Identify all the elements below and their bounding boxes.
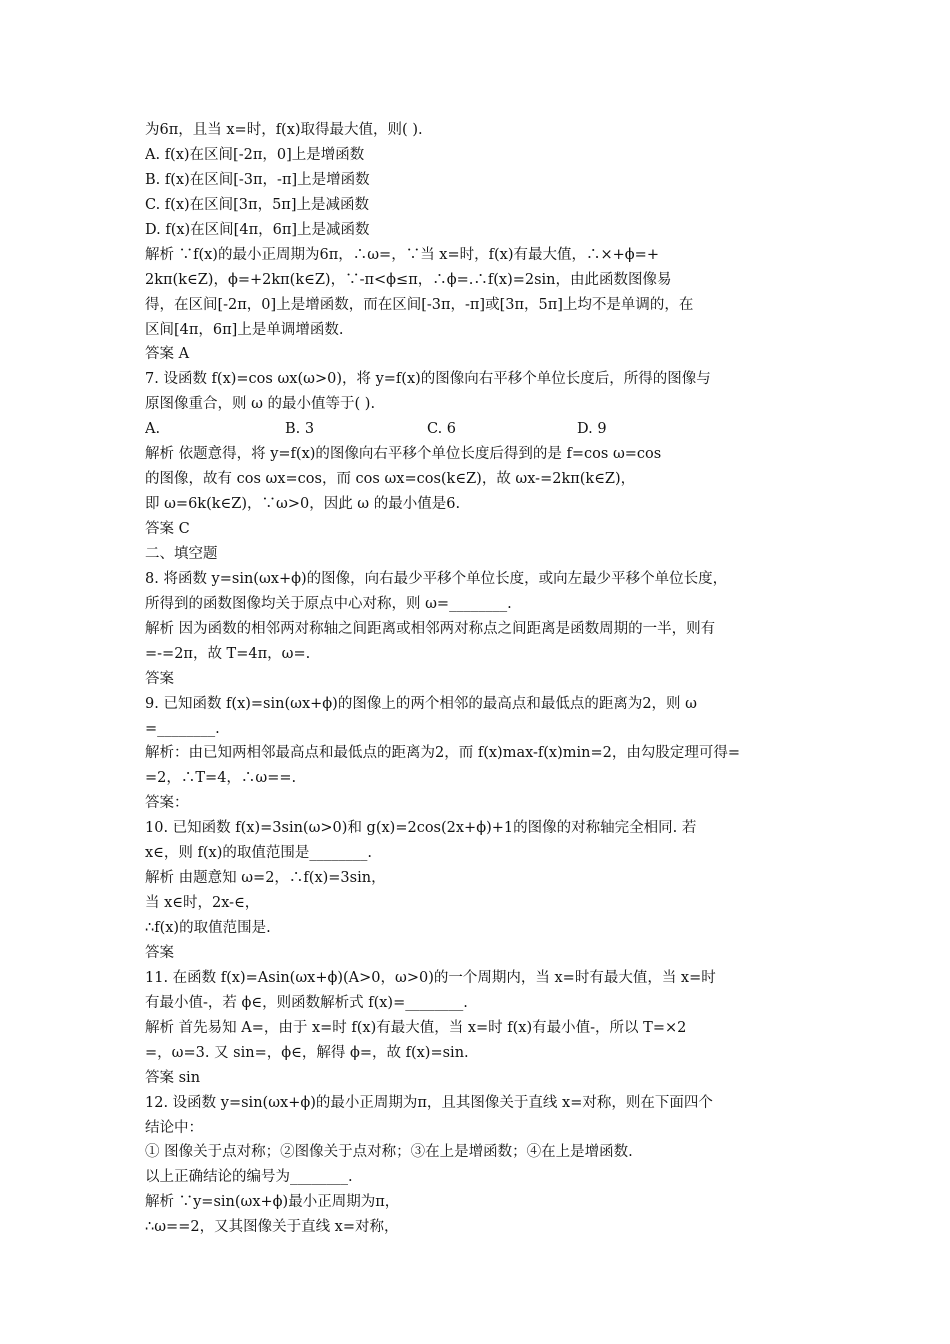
q7-option-c: C. 6 [427,421,457,438]
question-line: 10. 已知函数 f(x)=3sin(ω>0)和 g(x)=2cos(2x+ϕ)+1的图像的对称轴完全相同. 若 [145,820,697,837]
analysis-line: 解析 由题意知 ω=2，∴f(x)=3sin， [145,870,386,887]
analysis-line: 当 x∈时，2x-∈， [145,895,260,912]
analysis-line: 解析 因为函数的相邻两对称轴之间距离或相邻两对称点之间距离是函数周期的一半，则有 [145,620,716,637]
analysis-line: 解析 ∵f(x)的最小正周期为6π，∴ω=，∵当 x=时，f(x)有最大值，∴×+ϕ=+ [145,246,659,263]
analysis-line: 得，在区间[-2π，0]上是增函数，而在区间[-3π，-π]或[3π，5π]上均不是单调的，在 [145,296,694,313]
question-line: 所得到的函数图像均关于原点中心对称，则 ω=________. [145,595,512,612]
option-line: A. f(x)在区间[-2π，0]上是增函数 [145,146,365,163]
q7-option-b: B. 3 [285,421,315,438]
analysis-line: 即 ω=6k(k∈Z)，∵ω>0，因此 ω 的最小值是6. [145,496,461,513]
option-line: D. f(x)在区间[4π，6π]上是减函数 [145,221,370,238]
analysis-line: 解析 ∵y=sin(ωx+ϕ)最小正周期为π， [145,1194,400,1211]
question-line: 8. 将函数 y=sin(ωx+ϕ)的图像，向右最少平移个单位长度，或向左最少平移个单位长度， [145,570,728,587]
question-line: ① 图像关于点对称；②图像关于点对称；③在上是增函数；④在上是增函数. [145,1144,633,1161]
question-line: 有最小值-，若 ϕ∈，则函数解析式 f(x)=________. [145,994,468,1011]
analysis-line: =2，∴T=4，∴ω==. [145,770,297,787]
answer-line: 答案 [145,944,174,961]
question-line: 7. 设函数 f(x)=cos ωx(ω>0)，将 y=f(x)的图像向右平移个单位长度后，所得的图像与 [145,371,711,388]
analysis-line: 2kπ(k∈Z)，ϕ=+2kπ(k∈Z)，∵-π<ϕ≤π，∴ϕ=.∴f(x)=2sin，由此函数图像易 [145,271,672,288]
analysis-line: 解析 首先易知 A=，由于 x=时 f(x)有最大值，当 x=时 f(x)有最小值-，所以 T=×2 [145,1019,687,1036]
q7-option-d: D. 9 [577,421,607,438]
analysis-line: 的图像，故有 cos ωx=cos，而 cos ωx=cos(k∈Z)，故 ωx-=2kπ(k∈Z)， [145,471,636,488]
q7-options [145,417,815,442]
question-line: 原图像重合，则 ω 的最小值等于( ). [145,396,376,413]
option-line: B. f(x)在区间[-3π，-π]上是增函数 [145,171,370,188]
question-line: 9. 已知函数 f(x)=sin(ωx+ϕ)的图像上的两个相邻的最高点和最低点的距离为2，则 ω [145,695,697,712]
analysis-line: =，ω=3. 又 sin=，ϕ∈，解得 ϕ=，故 f(x)=sin. [145,1044,469,1061]
answer-line: 答案 C [145,521,190,537]
analysis-line: ∴f(x)的取值范围是. [145,920,271,936]
analysis-line: ∴ω==2，又其图像关于直线 x=对称， [145,1219,399,1236]
question-line: x∈，则 f(x)的取值范围是________. [145,845,372,862]
question-line: 12. 设函数 y=sin(ωx+ϕ)的最小正周期为π，且其图像关于直线 x=对称，则在下面四个 [145,1094,713,1111]
answer-line: 答案 sin [145,1069,201,1086]
answer-line: 答案 [145,670,174,687]
section-heading: 二、填空题 [145,545,218,562]
question-line: 结论中： [145,1119,203,1136]
analysis-line: 解析：由已知两相邻最高点和最低点的距离为2，而 f(x)max-f(x)min=2，由勾股定理可得= [145,745,741,762]
q7-option-a: A. [145,421,161,438]
document-body [145,118,815,1240]
answer-line: 答案 A [145,346,190,363]
analysis-line: =-=2π，故 T=4π，ω=. [145,645,311,662]
analysis-line: 区间[4π，6π]上是单调增函数. [145,321,344,338]
analysis-line: 解析 依题意得，将 y=f(x)的图像向右平移个单位长度后得到的是 f=cos ω=cos [145,446,662,463]
question-line: 11. 在函数 f(x)=Asin(ωx+ϕ)(A>0，ω>0)的一个周期内，当 x=时有最大值，当 x=时 [145,969,716,986]
option-line: C. f(x)在区间[3π，5π]上是减函数 [145,196,369,213]
question-line: =________. [145,720,220,737]
question-line: 以上正确结论的编号为________. [145,1169,353,1186]
text-line: 为6π，且当 x=时，f(x)取得最大值，则( ). [145,122,423,138]
answer-line: 答案： [145,795,189,812]
